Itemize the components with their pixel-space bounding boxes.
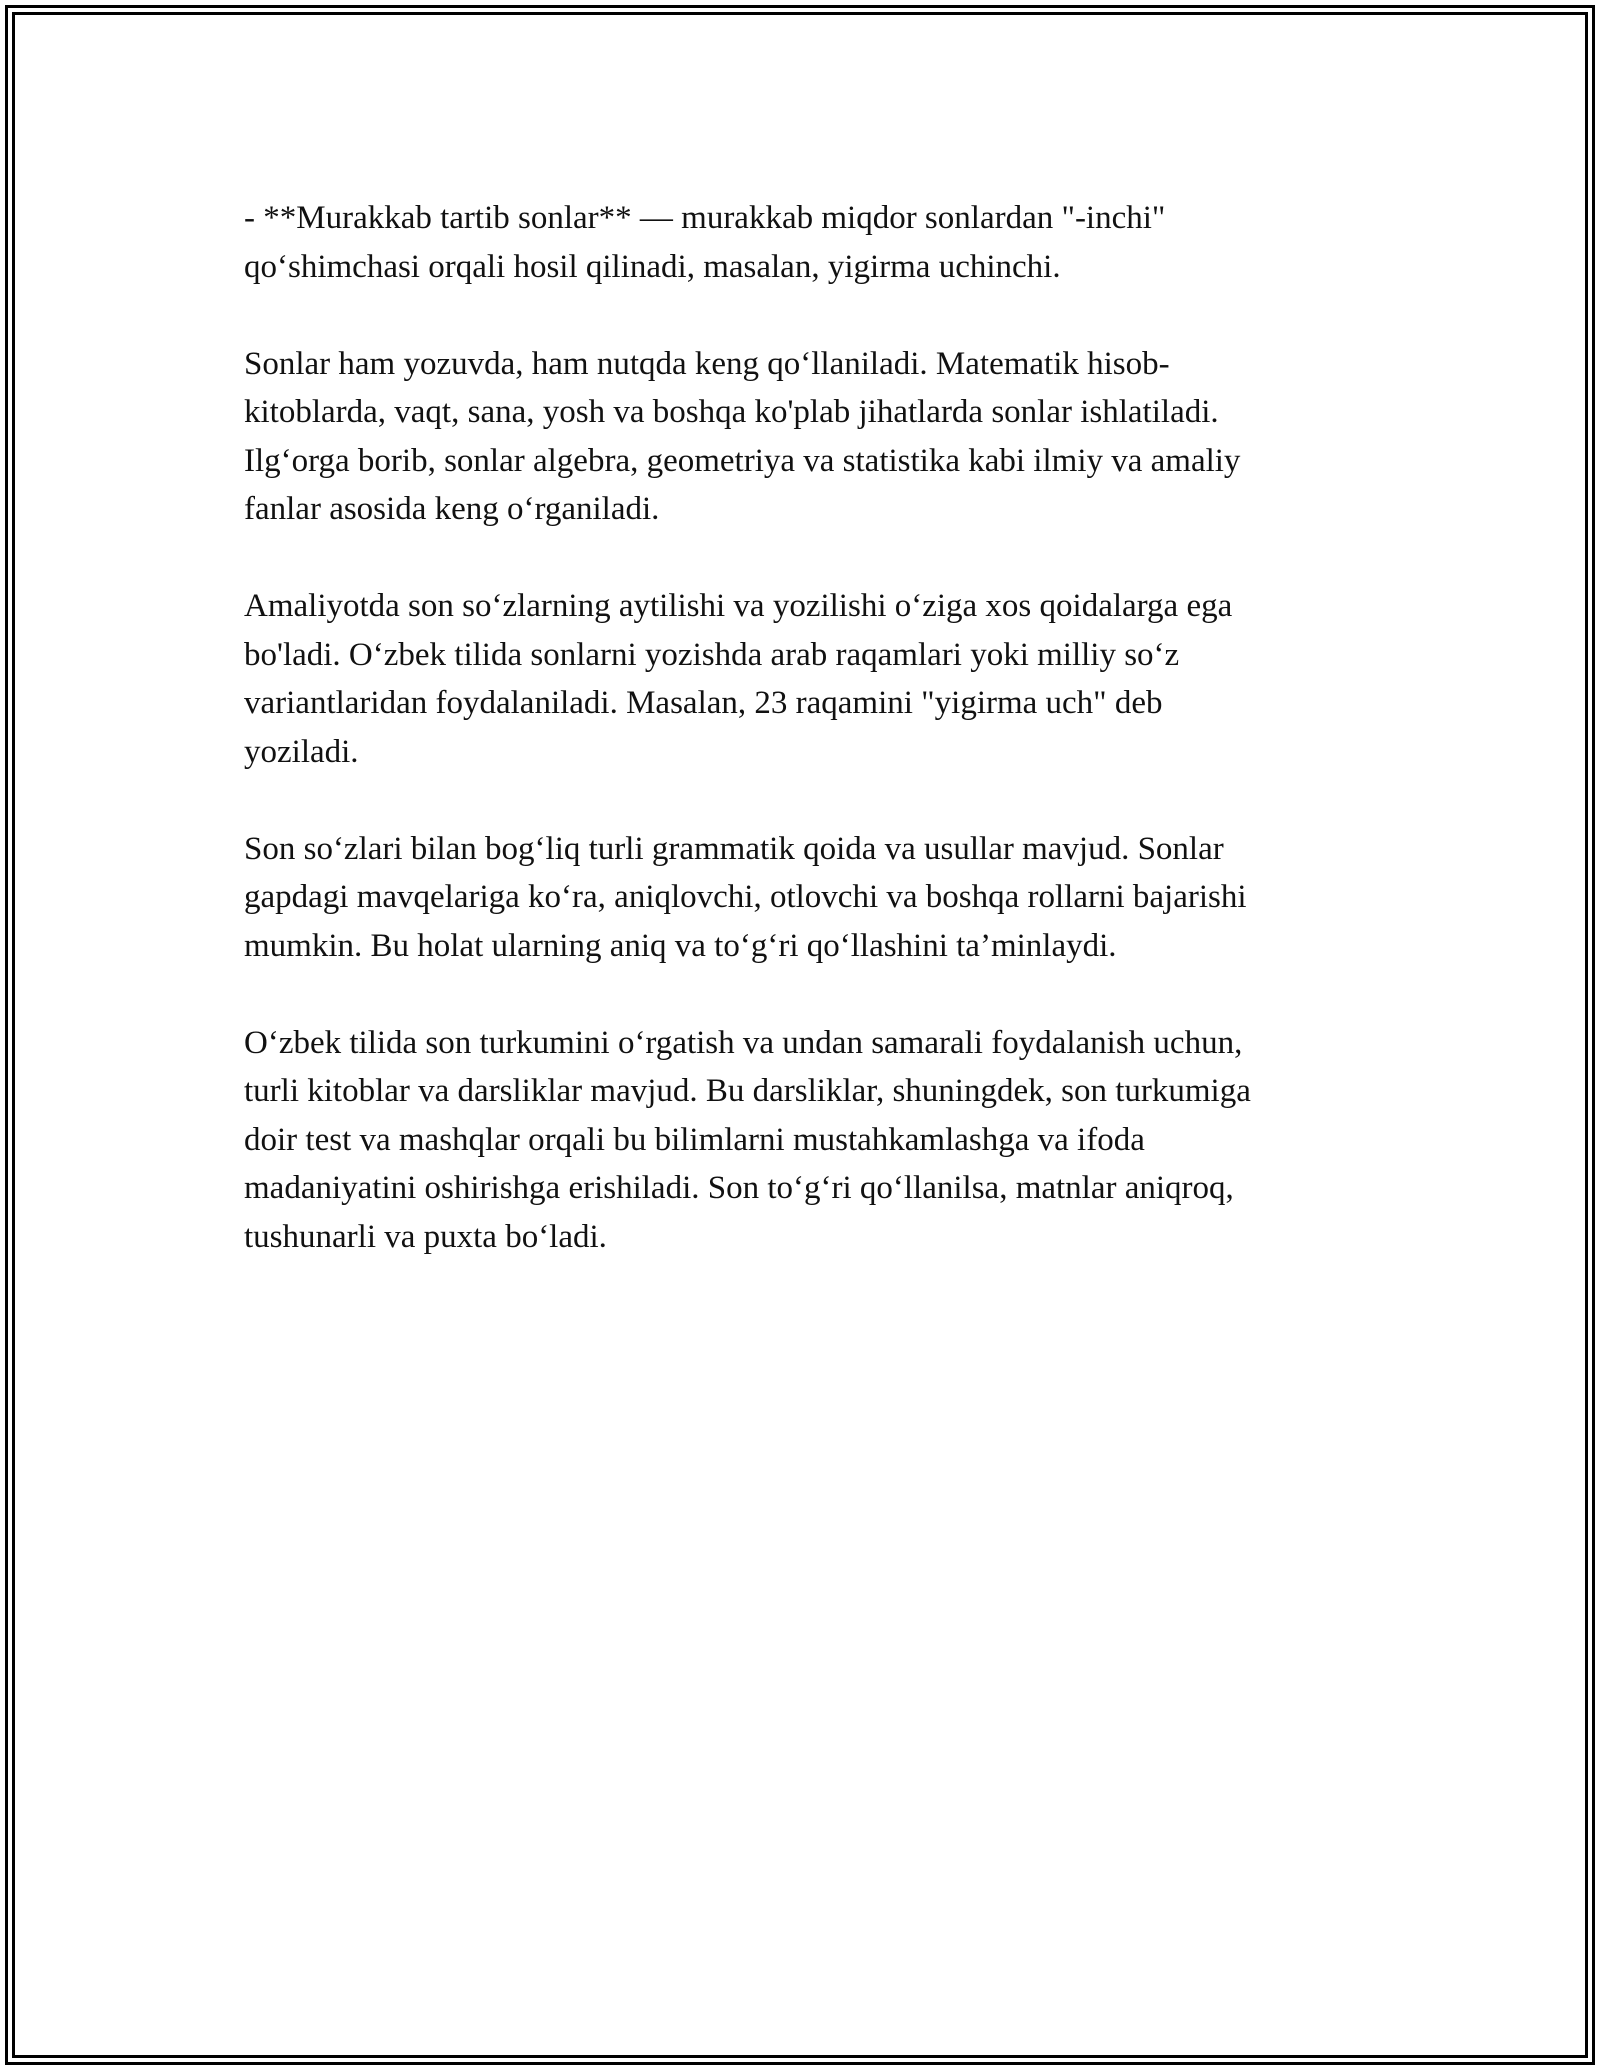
paragraph-ordinal-numbers [244,194,1384,291]
text-line: Ilg‘orga borib, sonlar algebra, geometriya va statistika kabi ilmiy va amaliy [244,442,1241,479]
document-body [244,194,1384,1310]
page-frame [5,5,1595,2065]
text-line: gapdagi mavqelariga ko‘ra, aniqlovchi, otlovchi va boshqa rollarni bajarishi [244,879,1247,915]
text-line: kitoblarda, vaqt, sana, yosh va boshqa ko'plab jihatlarda sonlar ishlatiladi. [244,394,1219,430]
text-line: madaniyatini oshirishga erishiladi. Son to‘g‘ri qo‘llanilsa, matnlar aniqroq, [244,1170,1234,1206]
text-line: - **Murakkab tartib sonlar** — murakkab miqdor sonlardan "-inchi" [244,200,1166,236]
text-line: doir test va mashqlar orqali bu bilimlarni mustahkamlashga va ifoda [244,1121,1145,1158]
text-line: Amaliyotda son so‘zlarning aytilishi va yozilishi o‘ziga xos qoidalarga ega [244,588,1233,624]
paragraph-grammar-rules [244,825,1384,971]
text-line: bo'ladi. O‘zbek tilida sonlarni yozishda arab raqamlari yoki milliy so‘z [244,636,1180,673]
text-line: mumkin. Bu holat ularning aniq va to‘g‘ri qo‘llashini ta’minlaydi. [244,927,1117,964]
text-line: Sonlar ham yozuvda, ham nutqda keng qo‘llaniladi. Matematik hisob- [244,345,1170,382]
text-line: turli kitoblar va darsliklar mavjud. Bu darsliklar, shuningdek, son turkumiga [244,1073,1251,1109]
paragraph-pronunciation-writing [244,582,1384,776]
text-line: Son so‘zlari bilan bog‘liq turli grammatik qoida va usullar mavjud. Sonlar [244,830,1224,867]
text-line: variantlaridan foydalaniladi. Masalan, 23 raqamini "yigirma uch" deb [244,685,1163,721]
text-line: tushunarli va puxta bo‘ladi. [244,1218,607,1255]
text-line: yoziladi. [244,733,359,770]
text-line: fanlar asosida keng o‘rganiladi. [244,491,660,527]
paragraph-teaching-resources [244,1019,1384,1262]
text-line: qo‘shimchasi orqali hosil qilinadi, masalan, yigirma uchinchi. [244,248,1061,285]
text-line: O‘zbek tilida son turkumini o‘rgatish va undan samarali foydalanish uchun, [244,1024,1243,1061]
paragraph-number-usage [244,340,1384,534]
